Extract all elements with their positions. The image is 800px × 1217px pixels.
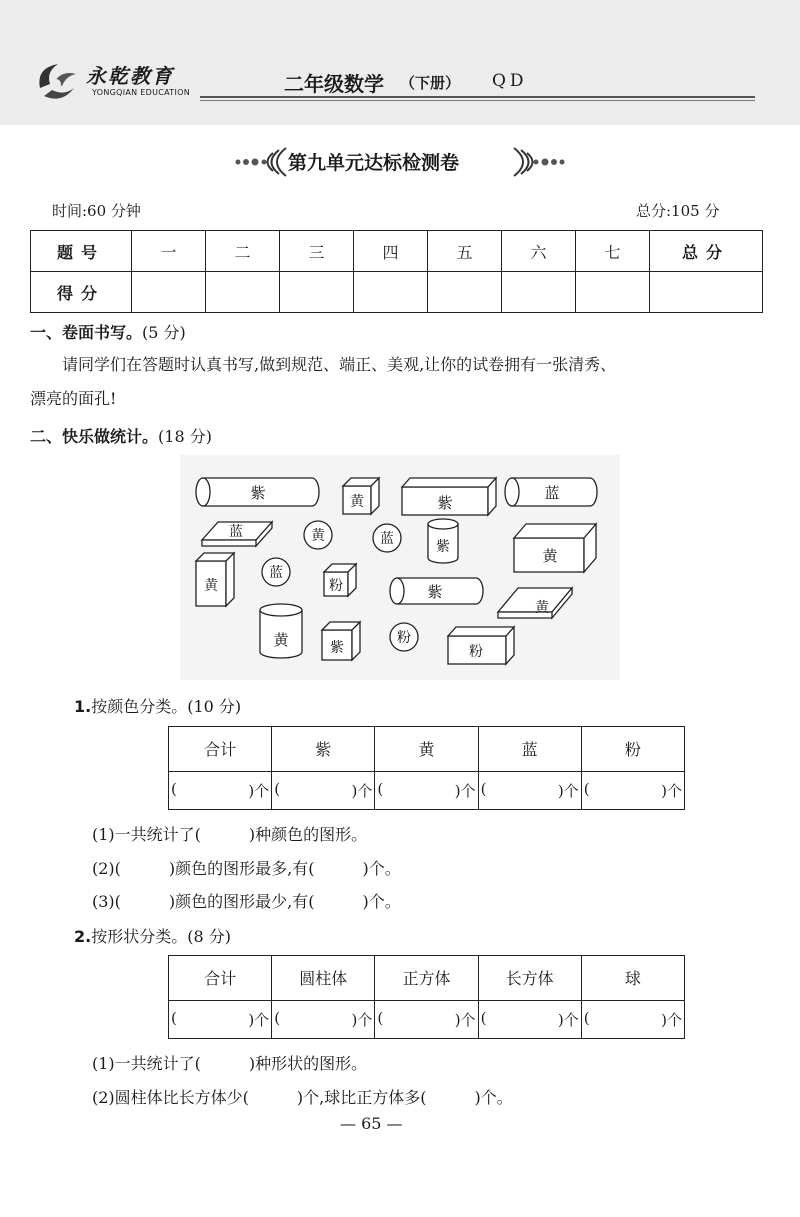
score-table-col-2: 二: [206, 231, 280, 272]
score-table-total-label: 总分: [650, 231, 763, 272]
score-table-header-row: [31, 231, 763, 272]
exam-title: 第九单元达标检测卷: [288, 152, 460, 174]
shape-table-header-cuboid: 长方体: [478, 956, 581, 1001]
svg-text:蓝: 蓝: [544, 484, 560, 502]
q1-number: 1.: [74, 697, 92, 716]
section-2-heading: [30, 424, 212, 447]
svg-text:蓝: 蓝: [380, 531, 394, 547]
answer-blank[interactable]: ( )个: [478, 1000, 581, 1038]
shape-table-answer-row: [169, 1000, 685, 1038]
q2-item-1: (1)一共统计了( )种形状的图形。: [92, 1054, 368, 1073]
color-table-header-purple: 紫: [272, 727, 375, 772]
q2-number: 2.: [74, 927, 92, 946]
svg-text:紫: 紫: [330, 640, 344, 656]
score-cell-total[interactable]: [650, 272, 763, 313]
score-cell[interactable]: [576, 272, 650, 313]
svg-text:黄: 黄: [273, 631, 289, 649]
q1-heading: [74, 694, 241, 717]
color-table-header-row: [169, 727, 685, 772]
answer-blank[interactable]: ( )个: [478, 771, 581, 809]
cube-pink-1: [324, 564, 356, 596]
svg-text:紫: 紫: [427, 583, 443, 601]
score-table-col-3: 三: [280, 231, 354, 272]
section-2-title: 二、快乐做统计。: [30, 427, 159, 446]
score-cell[interactable]: [280, 272, 354, 313]
cuboid-pink-1: [448, 627, 514, 664]
cube-yellow-1: [343, 478, 379, 514]
score-table-score-label: 得分: [31, 272, 132, 313]
cylinder-purple-3: [390, 578, 483, 604]
svg-text:蓝: 蓝: [269, 565, 283, 581]
q2-points: (8 分): [187, 927, 231, 946]
cylinder-yellow-1: [260, 604, 302, 658]
header-rule-thin: [200, 100, 755, 101]
score-table-header-label: 题号: [31, 231, 132, 272]
svg-text:黄: 黄: [204, 578, 218, 594]
section-1-points: (5 分): [142, 323, 186, 342]
answer-blank[interactable]: ( )个: [375, 1000, 478, 1038]
svg-text:粉: 粉: [329, 578, 343, 594]
answer-blank[interactable]: ( )个: [581, 1000, 684, 1038]
page-header: [0, 0, 800, 125]
svg-text:黄: 黄: [350, 494, 364, 510]
color-table-header-pink: 粉: [581, 727, 684, 772]
score-table-col-1: 一: [132, 231, 206, 272]
svg-text:粉: 粉: [397, 630, 411, 646]
svg-text:黄: 黄: [542, 547, 558, 565]
svg-text:蓝: 蓝: [229, 524, 243, 540]
shapes-figure: [180, 455, 620, 680]
score-table-col-7: 七: [576, 231, 650, 272]
time-limit: 时间:60 分钟: [52, 202, 141, 220]
score-table-col-6: 六: [502, 231, 576, 272]
cube-purple-1: [322, 622, 360, 660]
svg-text:粉: 粉: [469, 644, 483, 660]
shape-table: [168, 955, 685, 1039]
cylinder-purple-1: [196, 478, 319, 506]
q2-title: 按形状分类。: [91, 927, 188, 946]
sphere-blue-1: [373, 524, 401, 552]
svg-text:紫: 紫: [436, 539, 450, 555]
cuboid-yellow-2: [196, 553, 234, 606]
color-table-header-total: 合计: [169, 727, 272, 772]
score-cell[interactable]: [132, 272, 206, 313]
book-edition: QD: [492, 71, 528, 91]
color-table: [168, 726, 685, 810]
svg-text:紫: 紫: [437, 494, 453, 512]
answer-blank[interactable]: ( )个: [169, 1000, 272, 1038]
score-table-col-5: 五: [428, 231, 502, 272]
sphere-yellow-1: [304, 521, 332, 549]
answer-blank[interactable]: ( )个: [169, 771, 272, 809]
q1-item-2: (2)( )颜色的图形最多,有( )个。: [92, 859, 401, 878]
svg-text:黄: 黄: [535, 600, 549, 616]
svg-text:黄: 黄: [311, 528, 325, 544]
shape-table-header-sphere: 球: [581, 956, 684, 1001]
score-cell[interactable]: [428, 272, 502, 313]
page-number: — 65 —: [340, 1114, 403, 1133]
score-table-score-row: [31, 272, 763, 313]
svg-text:紫: 紫: [250, 484, 266, 502]
q2-item-2: (2)圆柱体比长方体少( )个,球比正方体多( )个。: [92, 1088, 513, 1107]
shape-table-header-cube: 正方体: [375, 956, 478, 1001]
book-volume: （下册）: [400, 74, 461, 92]
section-1-title: 一、卷面书写。: [30, 323, 143, 342]
answer-blank[interactable]: ( )个: [272, 771, 375, 809]
answer-blank[interactable]: ( )个: [272, 1000, 375, 1038]
score-cell[interactable]: [206, 272, 280, 313]
q1-item-3: (3)( )颜色的图形最少,有( )个。: [92, 892, 401, 911]
color-table-header-yellow: 黄: [375, 727, 478, 772]
section-1-text-line-1: 请同学们在答题时认真书写,做到规范、端正、美观,让你的试卷拥有一张清秀、: [62, 355, 617, 374]
q1-points: (10 分): [187, 697, 242, 716]
sphere-blue-2: [262, 558, 290, 586]
header-rule: [200, 96, 755, 98]
sphere-pink-1: [390, 623, 418, 651]
color-table-answer-row: [169, 771, 685, 809]
answer-blank[interactable]: ( )个: [581, 771, 684, 809]
shape-table-header-total: 合计: [169, 956, 272, 1001]
section-1-text-line-2: 漂亮的面孔!: [30, 389, 117, 408]
cuboid-purple-1: [402, 478, 496, 515]
brand-name-en: YONGQIAN EDUCATION: [92, 88, 191, 97]
cylinder-blue-1: [505, 478, 597, 506]
q2-heading: [74, 924, 231, 947]
swirl-logo-icon: [32, 58, 82, 108]
answer-blank[interactable]: ( )个: [375, 771, 478, 809]
shape-table-header-row: [169, 956, 685, 1001]
shape-table-header-cylinder: 圆柱体: [272, 956, 375, 1001]
color-table-header-blue: 蓝: [478, 727, 581, 772]
total-score: 总分:105 分: [636, 202, 720, 220]
score-table-col-4: 四: [354, 231, 428, 272]
score-cell[interactable]: [502, 272, 576, 313]
q1-title: 按颜色分类。: [91, 697, 188, 716]
brand-name: 永乾教育: [86, 64, 174, 88]
score-cell[interactable]: [354, 272, 428, 313]
section-1-heading: [30, 320, 186, 343]
q1-item-1: (1)一共统计了( )种颜色的图形。: [92, 825, 368, 844]
section-2-points: (18 分): [158, 427, 212, 446]
cylinder-purple-2: [428, 519, 458, 563]
cuboid-yellow-1: [514, 524, 596, 572]
book-title: 二年级数学: [284, 72, 384, 96]
score-table: [30, 230, 763, 313]
